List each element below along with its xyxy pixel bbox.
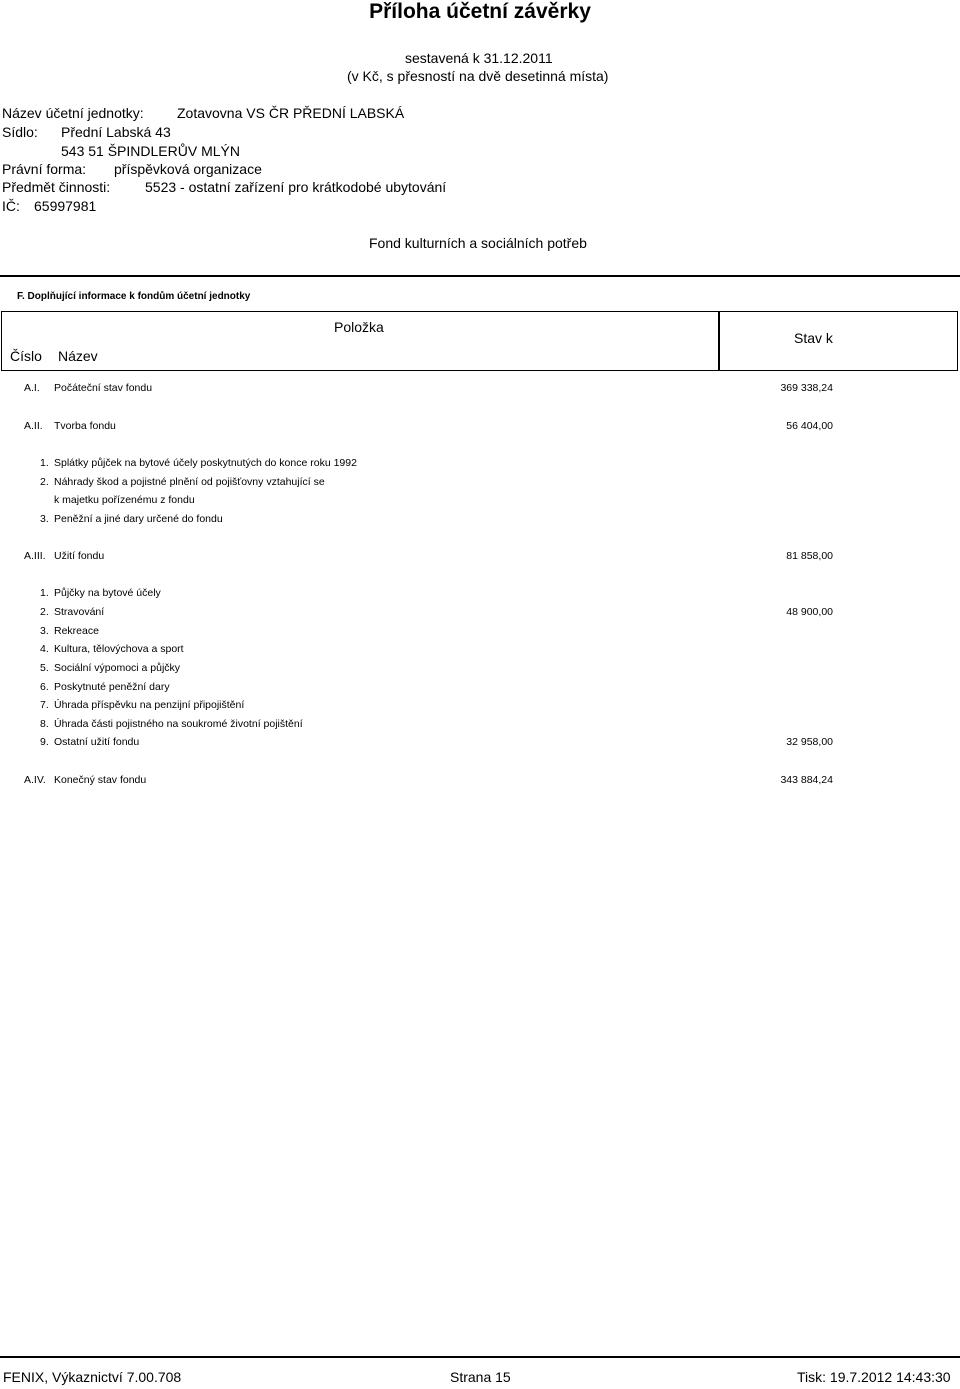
activity-value: 5523 - ostatní zařízení pro krátkodobé ubytování xyxy=(145,179,447,195)
seat-city: 543 51 ŠPINDLERŮV MLÝN xyxy=(61,143,240,159)
row-number: 2. xyxy=(40,476,49,488)
row-label: k majetku pořízenému z fondu xyxy=(54,494,195,506)
footer-divider xyxy=(0,1356,960,1358)
row-value: 56 404,00 xyxy=(786,420,833,432)
document-title: Příloha účetní závěrky xyxy=(369,0,591,23)
row-label: Ostatní užití fondu xyxy=(54,736,140,748)
table-row xyxy=(0,681,960,699)
row-code: A.I. xyxy=(24,382,40,394)
col-item-header: Položka xyxy=(334,319,384,335)
col-number-header: Číslo xyxy=(10,348,42,364)
row-number: 1. xyxy=(40,587,49,599)
activity-label: Předmět činnosti: xyxy=(2,179,111,195)
row-number: 3. xyxy=(40,625,49,637)
row-label: Peněžní a jiné dary určené do fondu xyxy=(54,513,223,525)
table-row xyxy=(0,625,960,643)
footer-software: FENIX, Výkaznictví 7.00.708 xyxy=(3,1369,182,1385)
section-title: Fond kulturních a sociálních potřeb xyxy=(369,235,587,251)
ic-value: 65997981 xyxy=(34,198,97,214)
row-label: Sociální výpomoci a půjčky xyxy=(54,662,181,674)
table-row xyxy=(0,643,960,661)
row-number: 8. xyxy=(40,718,49,730)
header-divider xyxy=(718,312,720,370)
row-number: 9. xyxy=(40,736,49,748)
row-code: A.II. xyxy=(24,420,43,432)
table-row xyxy=(0,550,960,568)
row-value: 81 858,00 xyxy=(786,550,833,562)
table-caption: F. Doplňující informace k fondům účetní jednotky xyxy=(17,291,251,302)
row-label: Náhrady škod a pojistné plnění od pojišťovny vztahující se xyxy=(54,476,325,488)
row-code: A.IV. xyxy=(24,774,46,786)
row-label: Úhrada příspěvku na penzijní připojištění xyxy=(54,699,245,711)
footer-page: Strana 15 xyxy=(450,1369,511,1385)
col-state-header: Stav k xyxy=(794,330,833,346)
footer-print-time: Tisk: 19.7.2012 14:43:30 xyxy=(797,1369,951,1385)
table-header xyxy=(1,311,958,371)
row-number: 2. xyxy=(40,606,49,618)
row-label: Tvorba fondu xyxy=(54,420,116,432)
row-label: Splátky půjček na bytové účely poskytnutých do konce roku 1992 xyxy=(54,457,357,469)
table-row xyxy=(0,606,960,624)
table-row xyxy=(0,494,960,512)
date-line: sestavená k 31.12.2011 xyxy=(405,50,553,66)
row-label: Poskytnuté peněžní dary xyxy=(54,681,170,693)
row-number: 5. xyxy=(40,662,49,674)
table-row xyxy=(0,736,960,754)
row-number: 7. xyxy=(40,699,49,711)
row-label: Stravování xyxy=(54,606,105,618)
row-label: Kultura, tělovýchova a sport xyxy=(54,643,184,655)
row-value: 343 884,24 xyxy=(780,774,833,786)
row-value: 369 338,24 xyxy=(780,382,833,394)
row-code: A.III. xyxy=(24,550,46,562)
table-row xyxy=(0,662,960,680)
table-row xyxy=(0,699,960,717)
section-divider xyxy=(0,275,960,277)
row-label: Užití fondu xyxy=(54,550,105,562)
row-label: Rekreace xyxy=(54,625,99,637)
seat-street: Přední Labská 43 xyxy=(61,124,171,140)
entity-name-label: Název účetní jednotky: xyxy=(2,105,144,121)
row-number: 1. xyxy=(40,457,49,469)
table-row xyxy=(0,476,960,494)
table-row xyxy=(0,718,960,736)
row-value: 32 958,00 xyxy=(786,736,833,748)
row-number: 6. xyxy=(40,681,49,693)
form-label: Právní forma: xyxy=(2,161,87,177)
form-value: příspěvková organizace xyxy=(114,161,262,177)
row-label: Počáteční stav fondu xyxy=(54,382,153,394)
table-row xyxy=(0,513,960,531)
table-row xyxy=(0,774,960,792)
ic-label: IČ: xyxy=(2,198,20,214)
row-label: Konečný stav fondu xyxy=(54,774,147,786)
table-row xyxy=(0,420,960,438)
seat-label: Sídlo: xyxy=(2,124,38,140)
table-row xyxy=(0,457,960,475)
table-row xyxy=(0,587,960,605)
row-number: 4. xyxy=(40,643,49,655)
row-number: 3. xyxy=(40,513,49,525)
unit-line: (v Kč, s přesností na dvě desetinná místa) xyxy=(347,68,609,84)
entity-name-value: Zotavovna VS ČR PŘEDNÍ LABSKÁ xyxy=(177,105,405,121)
row-label: Úhrada části pojistného na soukromé životní pojištění xyxy=(54,718,303,730)
table-row xyxy=(0,382,960,400)
row-label: Půjčky na bytové účely xyxy=(54,587,161,599)
row-value: 48 900,00 xyxy=(786,606,833,618)
col-name-header: Název xyxy=(58,348,98,364)
